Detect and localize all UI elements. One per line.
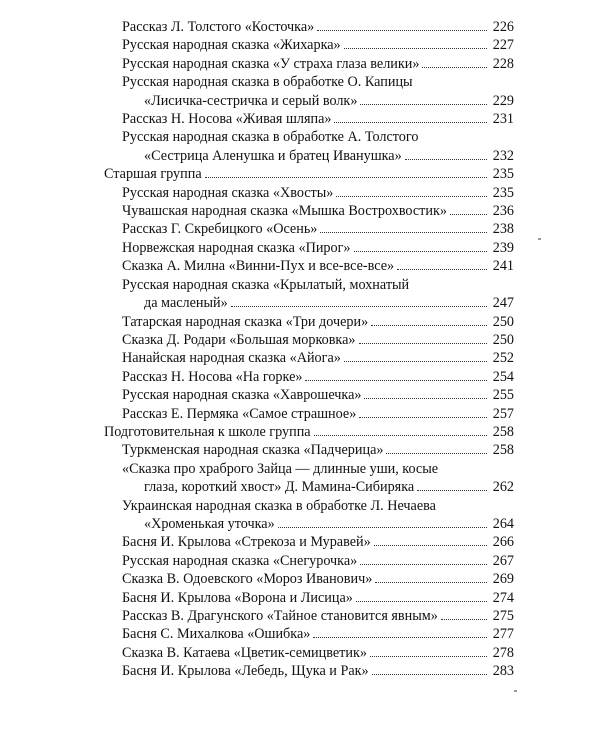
toc-entry xyxy=(122,257,514,275)
toc-entry-title: Русская народная сказка «Хвосты» xyxy=(122,184,334,201)
toc-page-number: 277 xyxy=(492,626,514,643)
toc-entry-title: Украинская народная сказка в обработке Л. Нечаева xyxy=(122,497,436,514)
dot-leader xyxy=(334,122,487,123)
toc-entry xyxy=(122,625,514,643)
toc-entry xyxy=(122,533,514,551)
toc-page-number: 264 xyxy=(492,515,514,532)
toc-entry xyxy=(122,386,514,404)
toc-entry-title: Нанайская народная сказка «Айога» xyxy=(122,350,341,367)
dot-leader xyxy=(360,564,487,565)
toc-entry-continuation xyxy=(122,92,514,110)
toc-entry-continuation xyxy=(122,147,514,165)
toc-entry xyxy=(122,405,514,423)
toc-page-number: 235 xyxy=(492,184,514,201)
toc-page-number: 258 xyxy=(492,442,514,459)
toc-entry-title: Сказка В. Одоевского «Мороз Иванович» xyxy=(122,571,373,588)
toc-entry-title: Сказка А. Милна «Винни-Пух и все-все-все» xyxy=(122,258,395,275)
toc-entry-title: глаза, короткий хвост» Д. Мамина-Сибиряка xyxy=(144,479,415,496)
dot-leader xyxy=(371,325,487,326)
toc-page-number: 238 xyxy=(492,221,514,238)
toc-page-number: 283 xyxy=(492,663,514,680)
toc-page-number: 236 xyxy=(492,203,514,220)
toc-entry xyxy=(122,349,514,367)
dot-leader xyxy=(336,196,487,197)
toc-page-number: 257 xyxy=(492,405,514,422)
dot-leader xyxy=(231,306,487,307)
toc-page-number: 250 xyxy=(492,313,514,330)
dot-leader xyxy=(354,251,487,252)
dot-leader xyxy=(397,269,487,270)
toc-section-heading xyxy=(104,423,514,441)
toc-page-number: 241 xyxy=(492,258,514,275)
dot-leader xyxy=(450,214,487,215)
toc-page-number: 239 xyxy=(492,239,514,256)
scan-speck xyxy=(514,690,517,692)
scan-speck xyxy=(538,238,541,240)
dot-leader xyxy=(374,545,487,546)
dot-leader xyxy=(356,601,487,602)
toc-entry-title: Басня И. Крылова «Стрекоза и Муравей» xyxy=(122,534,371,551)
toc-entry xyxy=(122,220,514,238)
toc-entry-title: Рассказ Н. Носова «Живая шляпа» xyxy=(122,111,332,128)
toc-page-number: 275 xyxy=(492,608,514,624)
toc-page-number: 266 xyxy=(492,534,514,551)
toc-entry-title: Татарская народная сказка «Три дочери» xyxy=(122,313,369,330)
dot-leader xyxy=(313,637,487,638)
dot-leader xyxy=(422,67,487,68)
toc-entry xyxy=(122,202,514,220)
toc-entry xyxy=(122,239,514,257)
dot-leader xyxy=(305,380,487,381)
toc-entry-title: Рассказ Н. Носова «На горке» xyxy=(122,368,303,385)
dot-leader xyxy=(205,177,487,178)
toc-page-number: 250 xyxy=(492,331,514,348)
dot-leader xyxy=(344,361,487,362)
toc-entry-title: Туркменская народная сказка «Падчерица» xyxy=(122,442,384,459)
toc-entry-title: Басня И. Крылова «Лебедь, Щука и Рак» xyxy=(122,663,369,680)
toc-page-number: 247 xyxy=(492,295,514,312)
toc-page-number: 262 xyxy=(492,479,514,496)
toc-entry-title: Русская народная сказка «Жихарка» xyxy=(122,37,341,54)
dot-leader xyxy=(364,398,487,399)
toc-page-number: 226 xyxy=(492,19,514,35)
dot-leader xyxy=(417,490,487,491)
toc-entry-title: Русская народная сказка «Крылатый, мохнатый xyxy=(122,276,410,293)
toc-entry-title: Рассказ Е. Пермяка «Самое страшное» xyxy=(122,405,357,422)
toc-page-number: 255 xyxy=(492,387,514,404)
toc-entry-title: «Сестрица Аленушка и братец Иванушка» xyxy=(144,147,402,164)
toc-entry xyxy=(122,73,514,110)
toc-entry-title: Русская народная сказка в обработке А. Толстого xyxy=(122,129,419,146)
toc-entry xyxy=(122,276,514,313)
toc-page-number: 252 xyxy=(492,350,514,367)
toc-page-number: 228 xyxy=(492,55,514,72)
toc-page-number: 231 xyxy=(492,111,514,128)
toc-entry xyxy=(122,36,514,54)
toc-entry xyxy=(122,313,514,331)
toc-page-number: 278 xyxy=(492,644,514,661)
toc-entry xyxy=(122,662,514,680)
toc-entry-title: Сказка Д. Родари «Большая морковка» xyxy=(122,331,356,348)
dot-leader xyxy=(360,104,487,105)
dot-leader xyxy=(372,674,487,675)
toc-entry-continuation xyxy=(122,294,514,312)
toc-page-number: 274 xyxy=(492,589,514,606)
toc-entry-title: Рассказ Л. Толстого «Косточка» xyxy=(122,19,315,35)
toc-entry-title: Русская народная сказка «Снегурочка» xyxy=(122,552,358,569)
toc-entry-title: «Хроменькая уточка» xyxy=(144,515,275,532)
toc-entry xyxy=(122,589,514,607)
toc-entry-title: Подготовительная к школе группа xyxy=(104,423,311,440)
toc-entry xyxy=(122,110,514,128)
dot-leader xyxy=(314,435,487,436)
toc-entry-continuation xyxy=(122,515,514,533)
toc-entry xyxy=(122,552,514,570)
toc-entry-title: Басня С. Михалкова «Ошибка» xyxy=(122,626,311,643)
toc-entry-title: Русская народная сказка «Хаврошечка» xyxy=(122,387,362,404)
toc-page-number: 267 xyxy=(492,552,514,569)
toc-entry-title: Рассказ Г. Скребицкого «Осень» xyxy=(122,221,318,238)
toc-entry-title: Старшая группа xyxy=(104,166,202,183)
toc-page-number: 235 xyxy=(492,166,514,183)
toc-entry-title: Рассказ В. Драгунского «Тайное становится явным» xyxy=(122,608,438,624)
dot-leader xyxy=(375,582,487,583)
toc-entry-title: да масленый» xyxy=(144,295,228,312)
table-of-contents xyxy=(104,18,514,681)
toc-entry xyxy=(122,368,514,386)
toc-entry xyxy=(122,570,514,588)
toc-entry-title: Русская народная сказка «У страха глаза велики» xyxy=(122,55,420,72)
toc-entry xyxy=(122,184,514,202)
toc-entry-title: Норвежская народная сказка «Пирог» xyxy=(122,239,351,256)
dot-leader xyxy=(317,30,487,31)
toc-page-number: 269 xyxy=(492,571,514,588)
toc-page-number: 232 xyxy=(492,147,514,164)
dot-leader xyxy=(386,453,487,454)
toc-page-number: 229 xyxy=(492,92,514,109)
dot-leader xyxy=(278,527,487,528)
dot-leader xyxy=(344,48,487,49)
toc-entry xyxy=(122,55,514,73)
toc-entry-title: Чувашская народная сказка «Мышка Вострохвостик» xyxy=(122,203,447,220)
toc-entry xyxy=(122,607,514,625)
toc-entry-title: Сказка В. Катаева «Цветик-семицветик» xyxy=(122,644,367,661)
toc-entry xyxy=(122,128,514,165)
dot-leader xyxy=(370,656,487,657)
dot-leader xyxy=(359,417,487,418)
toc-entry-title: «Сказка про храброго Зайца — длинные уши, косые xyxy=(122,460,439,477)
dot-leader xyxy=(441,619,487,620)
toc-entry-continuation xyxy=(122,478,514,496)
toc-page-number: 258 xyxy=(492,423,514,440)
dot-leader xyxy=(359,343,488,344)
toc-entry xyxy=(122,497,514,534)
toc-section-heading xyxy=(104,165,514,183)
toc-entry xyxy=(122,18,514,36)
toc-entry xyxy=(122,460,514,497)
toc-entry-title: Русская народная сказка в обработке О. Капицы xyxy=(122,74,413,91)
toc-entry xyxy=(122,644,514,662)
toc-entry xyxy=(122,441,514,459)
toc-page-number: 254 xyxy=(492,368,514,385)
dot-leader xyxy=(320,232,487,233)
dot-leader xyxy=(405,159,487,160)
toc-page-number: 227 xyxy=(492,37,514,54)
toc-entry-title: «Лисичка-сестричка и серый волк» xyxy=(144,92,358,109)
toc-entry xyxy=(122,331,514,349)
toc-entry-title: Басня И. Крылова «Ворона и Лисица» xyxy=(122,589,353,606)
